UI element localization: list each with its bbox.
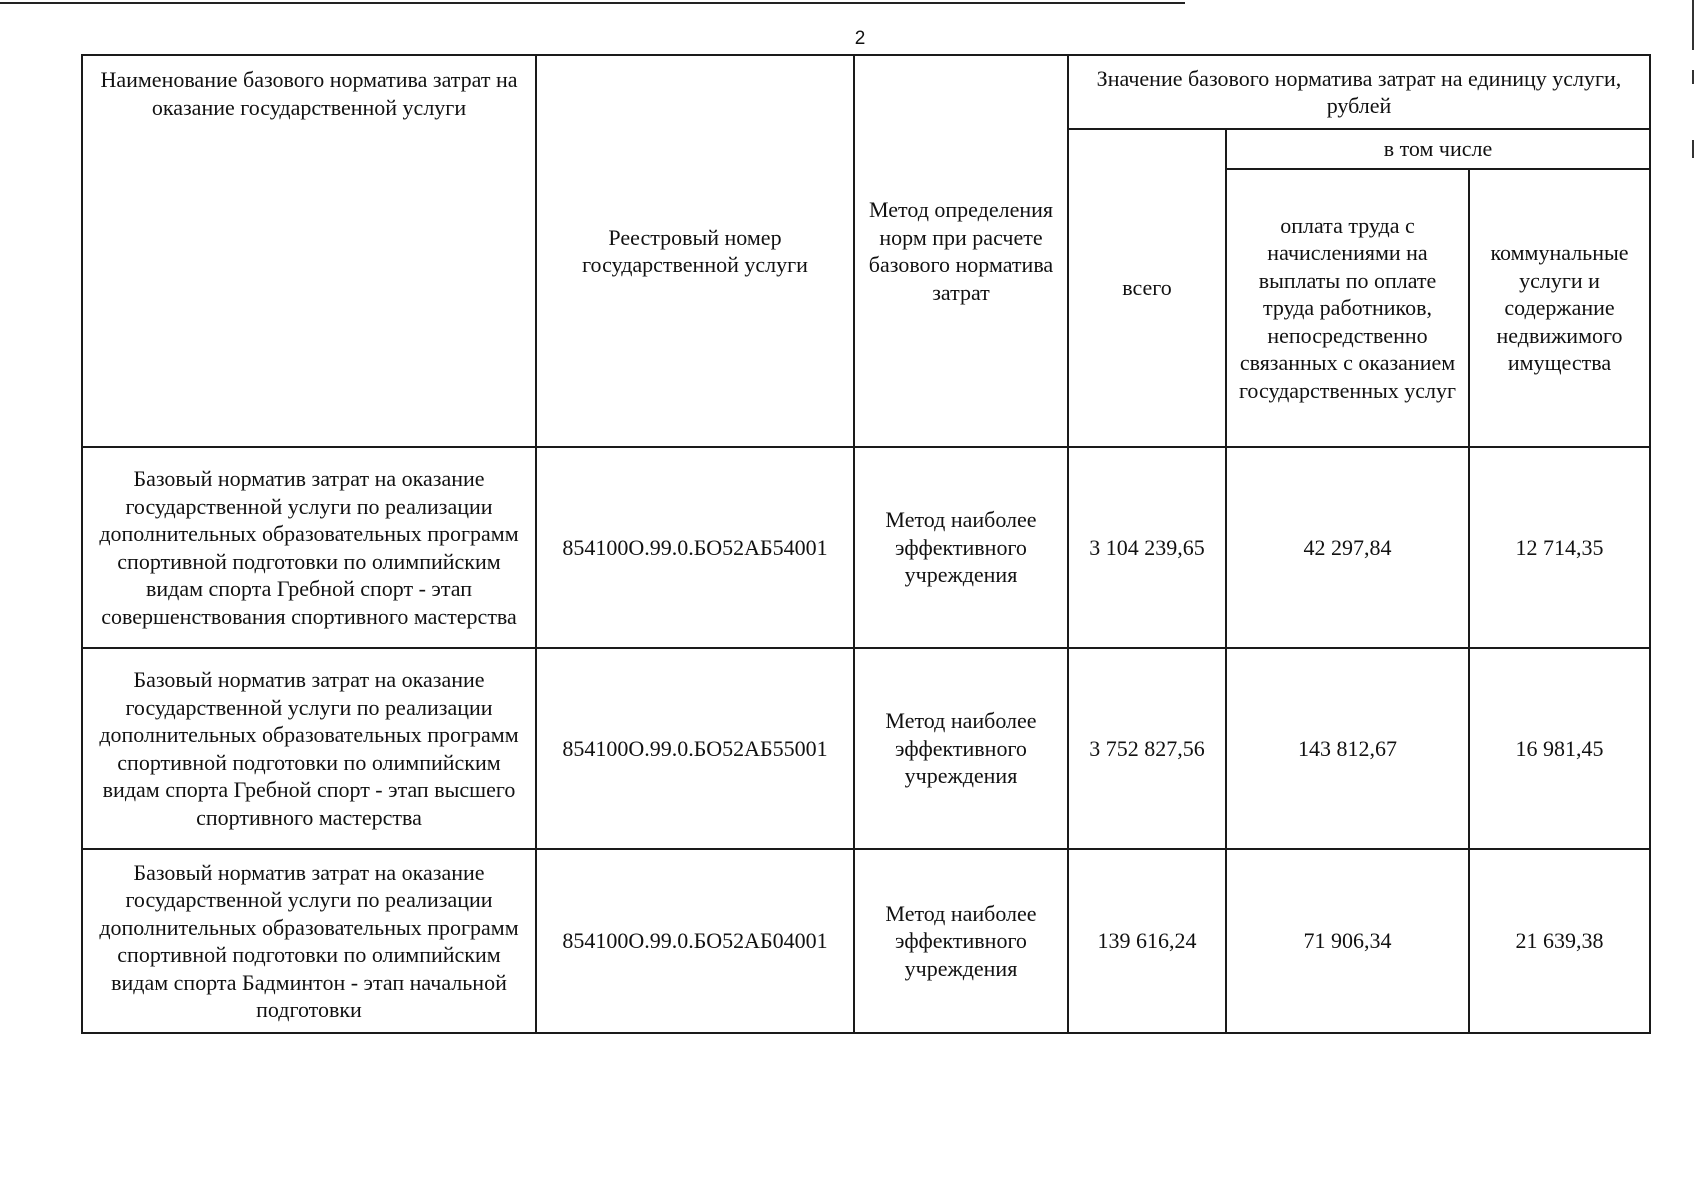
- header-value-group-text: Значение базового норматива затрат на единицу услуги, рублей: [1096, 65, 1622, 118]
- cell-name: Базовый норматив затрат на оказание государственной услуги по реализации дополнительных образовательных программ спортивной подготовки по олимпийским видам спорта Бадминтон - этап начальной подготовки: [82, 849, 536, 1033]
- header-registry-text: Реестровый номер государственной услуги: [582, 224, 808, 277]
- cell-method: Метод наиболее эффективного учреждения: [854, 648, 1068, 849]
- cell-registry: 854100О.99.0.БО52АБ04001: [536, 849, 854, 1033]
- cell-total: 139 616,24: [1068, 849, 1226, 1033]
- header-value-group: [1068, 55, 1650, 129]
- header-name: [82, 55, 536, 447]
- right-edge-mark: [1692, 140, 1694, 158]
- header-method: [854, 55, 1068, 447]
- table-row: [82, 648, 1650, 849]
- cell-utilities: 16 981,45: [1469, 648, 1650, 849]
- header-including-text: в том числе: [1383, 136, 1493, 162]
- header-including: [1226, 129, 1650, 169]
- header-name-text: Наименование базового норматива затрат на оказание государственной услуги: [100, 67, 518, 120]
- cell-registry: 854100О.99.0.БО52АБ55001: [536, 648, 854, 849]
- top-rule: [0, 2, 1185, 4]
- cell-name: Базовый норматив затрат на оказание государственной услуги по реализации дополнительных образовательных программ спортивной подготовки по олимпийским видам спорта Гребной спорт - этап высшего спортивного мастерства: [82, 648, 536, 849]
- norm-table: [81, 54, 1651, 1034]
- cell-name: Базовый норматив затрат на оказание государственной услуги по реализации дополнительных образовательных программ спортивной подготовки по олимпийским видам спорта Гребной спорт - этап совершенствования спортивного мастерства: [82, 447, 536, 648]
- header-total-text: всего: [1122, 275, 1172, 301]
- cell-method: Метод наиболее эффективного учреждения: [854, 849, 1068, 1033]
- header-utilities-text: коммунальные услуги и содержание недвижимого имущества: [1490, 240, 1629, 376]
- table-row: [82, 849, 1650, 1033]
- header-labor: [1226, 169, 1469, 447]
- cell-utilities: 21 639,38: [1469, 849, 1650, 1033]
- cell-utilities: 12 714,35: [1469, 447, 1650, 648]
- header-labor-text: оплата труда с начислениями на выплаты по оплате труда работников, непосредственно связанных с оказанием государственных услуг: [1238, 212, 1457, 403]
- cell-method: Метод наиболее эффективного учреждения: [854, 447, 1068, 648]
- header-registry: [536, 55, 854, 447]
- cell-labor: 71 906,34: [1226, 849, 1469, 1033]
- cell-total: 3 104 239,65: [1068, 447, 1226, 648]
- header-total: [1068, 129, 1226, 447]
- cell-total: 3 752 827,56: [1068, 648, 1226, 849]
- header-row: [82, 55, 1650, 129]
- right-edge-mark: [1692, 0, 1694, 50]
- cell-labor: 42 297,84: [1226, 447, 1469, 648]
- page-number: 2: [854, 28, 866, 49]
- right-edge-mark: [1692, 70, 1694, 84]
- header-utilities: [1469, 169, 1650, 447]
- cell-registry: 854100О.99.0.БО52АБ54001: [536, 447, 854, 648]
- cell-labor: 143 812,67: [1226, 648, 1469, 849]
- header-method-text: Метод определения норм при расчете базового норматива затрат: [868, 197, 1054, 305]
- table-row: [82, 447, 1650, 648]
